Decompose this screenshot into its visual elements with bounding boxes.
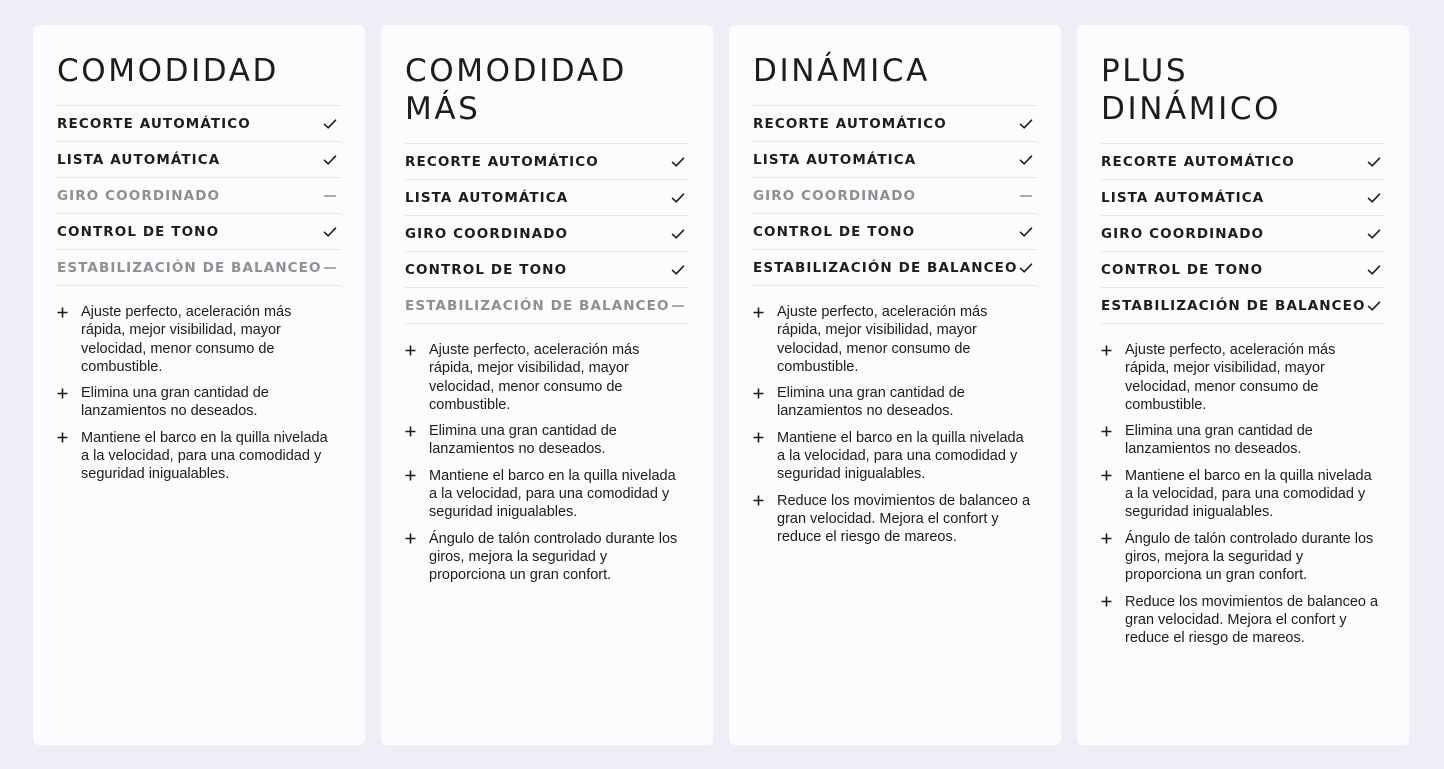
feature-label: CONTROL DE TONO [753, 223, 916, 240]
dash-icon [323, 189, 337, 203]
checkmark-icon [671, 191, 685, 205]
checkmark-icon [1019, 153, 1033, 167]
benefit-text: Elimina una gran cantidad de lanzamientos no deseados. [777, 385, 965, 420]
feature-label: LISTA AUTOMÁTICA [753, 151, 917, 168]
benefit-item [753, 492, 1037, 547]
feature-row [57, 250, 341, 286]
checkmark-icon [671, 155, 685, 169]
plan-title: COMODIDAD MÁS [405, 53, 628, 127]
plus-icon [753, 384, 777, 402]
feature-label: RECORTE AUTOMÁTICO [1101, 153, 1295, 170]
plan-card-plus-dinamico [1077, 25, 1409, 745]
feature-row [405, 144, 689, 180]
benefit-item [405, 467, 689, 522]
benefit-text: Mantiene el barco en la quilla nivelada a la velocidad, para una comodidad y seguridad inigualables. [1125, 467, 1372, 521]
checkmark-icon [1367, 191, 1381, 205]
dash-icon [323, 261, 337, 275]
benefit-item [405, 422, 689, 459]
feature-label: GIRO COORDINADO [1101, 225, 1265, 242]
benefit-item [753, 303, 1037, 376]
benefit-text: Reduce los movimientos de balanceo a gran velocidad. Mejora el confort y reduce el riesgo de mareos. [777, 492, 1031, 546]
benefit-text: Ajuste perfecto, aceleración más rápida, mejor visibilidad, mayor velocidad, menor consumo de combustible. [81, 304, 292, 375]
plus-icon [753, 429, 777, 447]
feature-label: CONTROL DE TONO [405, 261, 568, 278]
benefit-text: Ajuste perfecto, aceleración más rápida, mejor visibilidad, mayor velocidad, menor consumo de combustible. [1125, 342, 1336, 413]
dash-icon [1019, 189, 1033, 203]
benefit-item [1101, 593, 1385, 648]
feature-row [1101, 288, 1385, 324]
plus-icon [1101, 530, 1125, 548]
benefit-text: Reduce los movimientos de balanceo a gran velocidad. Mejora el confort y reduce el riesgo de mareos. [1125, 593, 1379, 647]
feature-label: CONTROL DE TONO [57, 223, 220, 240]
plan-title: DINÁMICA [753, 53, 930, 89]
feature-row [57, 214, 341, 250]
benefit-item [405, 530, 689, 585]
plus-icon [57, 303, 81, 321]
plus-icon [405, 530, 429, 548]
feature-label: ESTABILIZACIÓN DE BALANCEO [1101, 297, 1366, 314]
benefit-list [753, 303, 1037, 547]
feature-row [753, 106, 1037, 142]
feature-label: GIRO COORDINADO [57, 187, 221, 204]
benefit-item [1101, 530, 1385, 585]
feature-label: RECORTE AUTOMÁTICO [405, 153, 599, 170]
feature-label: LISTA AUTOMÁTICA [1101, 189, 1265, 206]
checkmark-icon [323, 225, 337, 239]
checkmark-icon [323, 117, 337, 131]
benefit-text: Mantiene el barco en la quilla nivelada a la velocidad, para una comodidad y seguridad inigualables. [429, 467, 676, 521]
feature-row [57, 142, 341, 178]
feature-row [57, 106, 341, 142]
benefit-item [753, 384, 1037, 421]
benefit-item [57, 384, 341, 421]
feature-label: ESTABILIZACIÓN DE BALANCEO [753, 259, 1018, 276]
checkmark-icon [1367, 263, 1381, 277]
feature-row [57, 178, 341, 214]
benefit-list [405, 341, 689, 585]
benefit-item [1101, 341, 1385, 414]
plus-icon [753, 492, 777, 510]
benefit-text: Mantiene el barco en la quilla nivelada a la velocidad, para una comodidad y seguridad inigualables. [777, 429, 1024, 483]
plus-icon [753, 303, 777, 321]
dash-icon [671, 299, 685, 313]
benefit-text: Elimina una gran cantidad de lanzamientos no deseados. [429, 423, 617, 458]
plan-card-dinamica [729, 25, 1061, 745]
feature-label: RECORTE AUTOMÁTICO [753, 115, 947, 132]
benefit-item [753, 429, 1037, 484]
feature-row [405, 252, 689, 288]
plan-card-comodidad [33, 25, 365, 745]
checkmark-icon [323, 153, 337, 167]
feature-row [753, 178, 1037, 214]
feature-list [405, 143, 689, 324]
feature-label: LISTA AUTOMÁTICA [405, 189, 569, 206]
benefit-item [405, 341, 689, 414]
benefit-text: Elimina una gran cantidad de lanzamientos no deseados. [1125, 423, 1313, 458]
plus-icon [1101, 422, 1125, 440]
feature-row [753, 250, 1037, 286]
plus-icon [1101, 593, 1125, 611]
benefit-item [57, 303, 341, 376]
plus-icon [405, 467, 429, 485]
feature-label: RECORTE AUTOMÁTICO [57, 115, 251, 132]
benefit-text: Mantiene el barco en la quilla nivelada a la velocidad, para una comodidad y seguridad inigualables. [81, 429, 328, 483]
checkmark-icon [671, 227, 685, 241]
checkmark-icon [1019, 261, 1033, 275]
benefit-list [57, 303, 341, 484]
feature-row [405, 288, 689, 324]
checkmark-icon [1019, 225, 1033, 239]
checkmark-icon [1367, 299, 1381, 313]
benefit-item [1101, 467, 1385, 522]
feature-label: CONTROL DE TONO [1101, 261, 1264, 278]
plus-icon [405, 422, 429, 440]
feature-row [1101, 144, 1385, 180]
benefit-text: Ángulo de talón controlado durante los giros, mejora la seguridad y proporciona un gran confort. [1125, 530, 1374, 584]
feature-list [753, 105, 1037, 286]
plus-icon [405, 341, 429, 359]
benefit-item [1101, 422, 1385, 459]
benefit-item [57, 429, 341, 484]
feature-label: ESTABILIZACIÓN DE BALANCEO [57, 259, 322, 276]
feature-row [1101, 180, 1385, 216]
feature-label: GIRO COORDINADO [753, 187, 917, 204]
benefit-list [1101, 341, 1385, 647]
feature-list [57, 105, 341, 286]
checkmark-icon [671, 263, 685, 277]
feature-row [1101, 252, 1385, 288]
feature-label: ESTABILIZACIÓN DE BALANCEO [405, 297, 670, 314]
feature-row [405, 180, 689, 216]
feature-row [405, 216, 689, 252]
plan-card-comodidad-mas [381, 25, 713, 745]
feature-label: GIRO COORDINADO [405, 225, 569, 242]
feature-row [1101, 216, 1385, 252]
benefit-text: Ajuste perfecto, aceleración más rápida, mejor visibilidad, mayor velocidad, menor consumo de combustible. [777, 304, 988, 375]
plus-icon [57, 384, 81, 402]
checkmark-icon [1367, 155, 1381, 169]
feature-label: LISTA AUTOMÁTICA [57, 151, 221, 168]
feature-row [753, 142, 1037, 178]
plus-icon [1101, 341, 1125, 359]
checkmark-icon [1019, 117, 1033, 131]
benefit-text: Ángulo de talón controlado durante los giros, mejora la seguridad y proporciona un gran confort. [429, 530, 678, 584]
checkmark-icon [1367, 227, 1381, 241]
plan-title: PLUS DINÁMICO [1101, 53, 1282, 127]
feature-row [753, 214, 1037, 250]
benefit-text: Elimina una gran cantidad de lanzamientos no deseados. [81, 385, 269, 420]
feature-list [1101, 143, 1385, 324]
plus-icon [1101, 467, 1125, 485]
plan-title: COMODIDAD [57, 53, 280, 89]
plus-icon [57, 429, 81, 447]
benefit-text: Ajuste perfecto, aceleración más rápida, mejor visibilidad, mayor velocidad, menor consumo de combustible. [429, 342, 640, 413]
